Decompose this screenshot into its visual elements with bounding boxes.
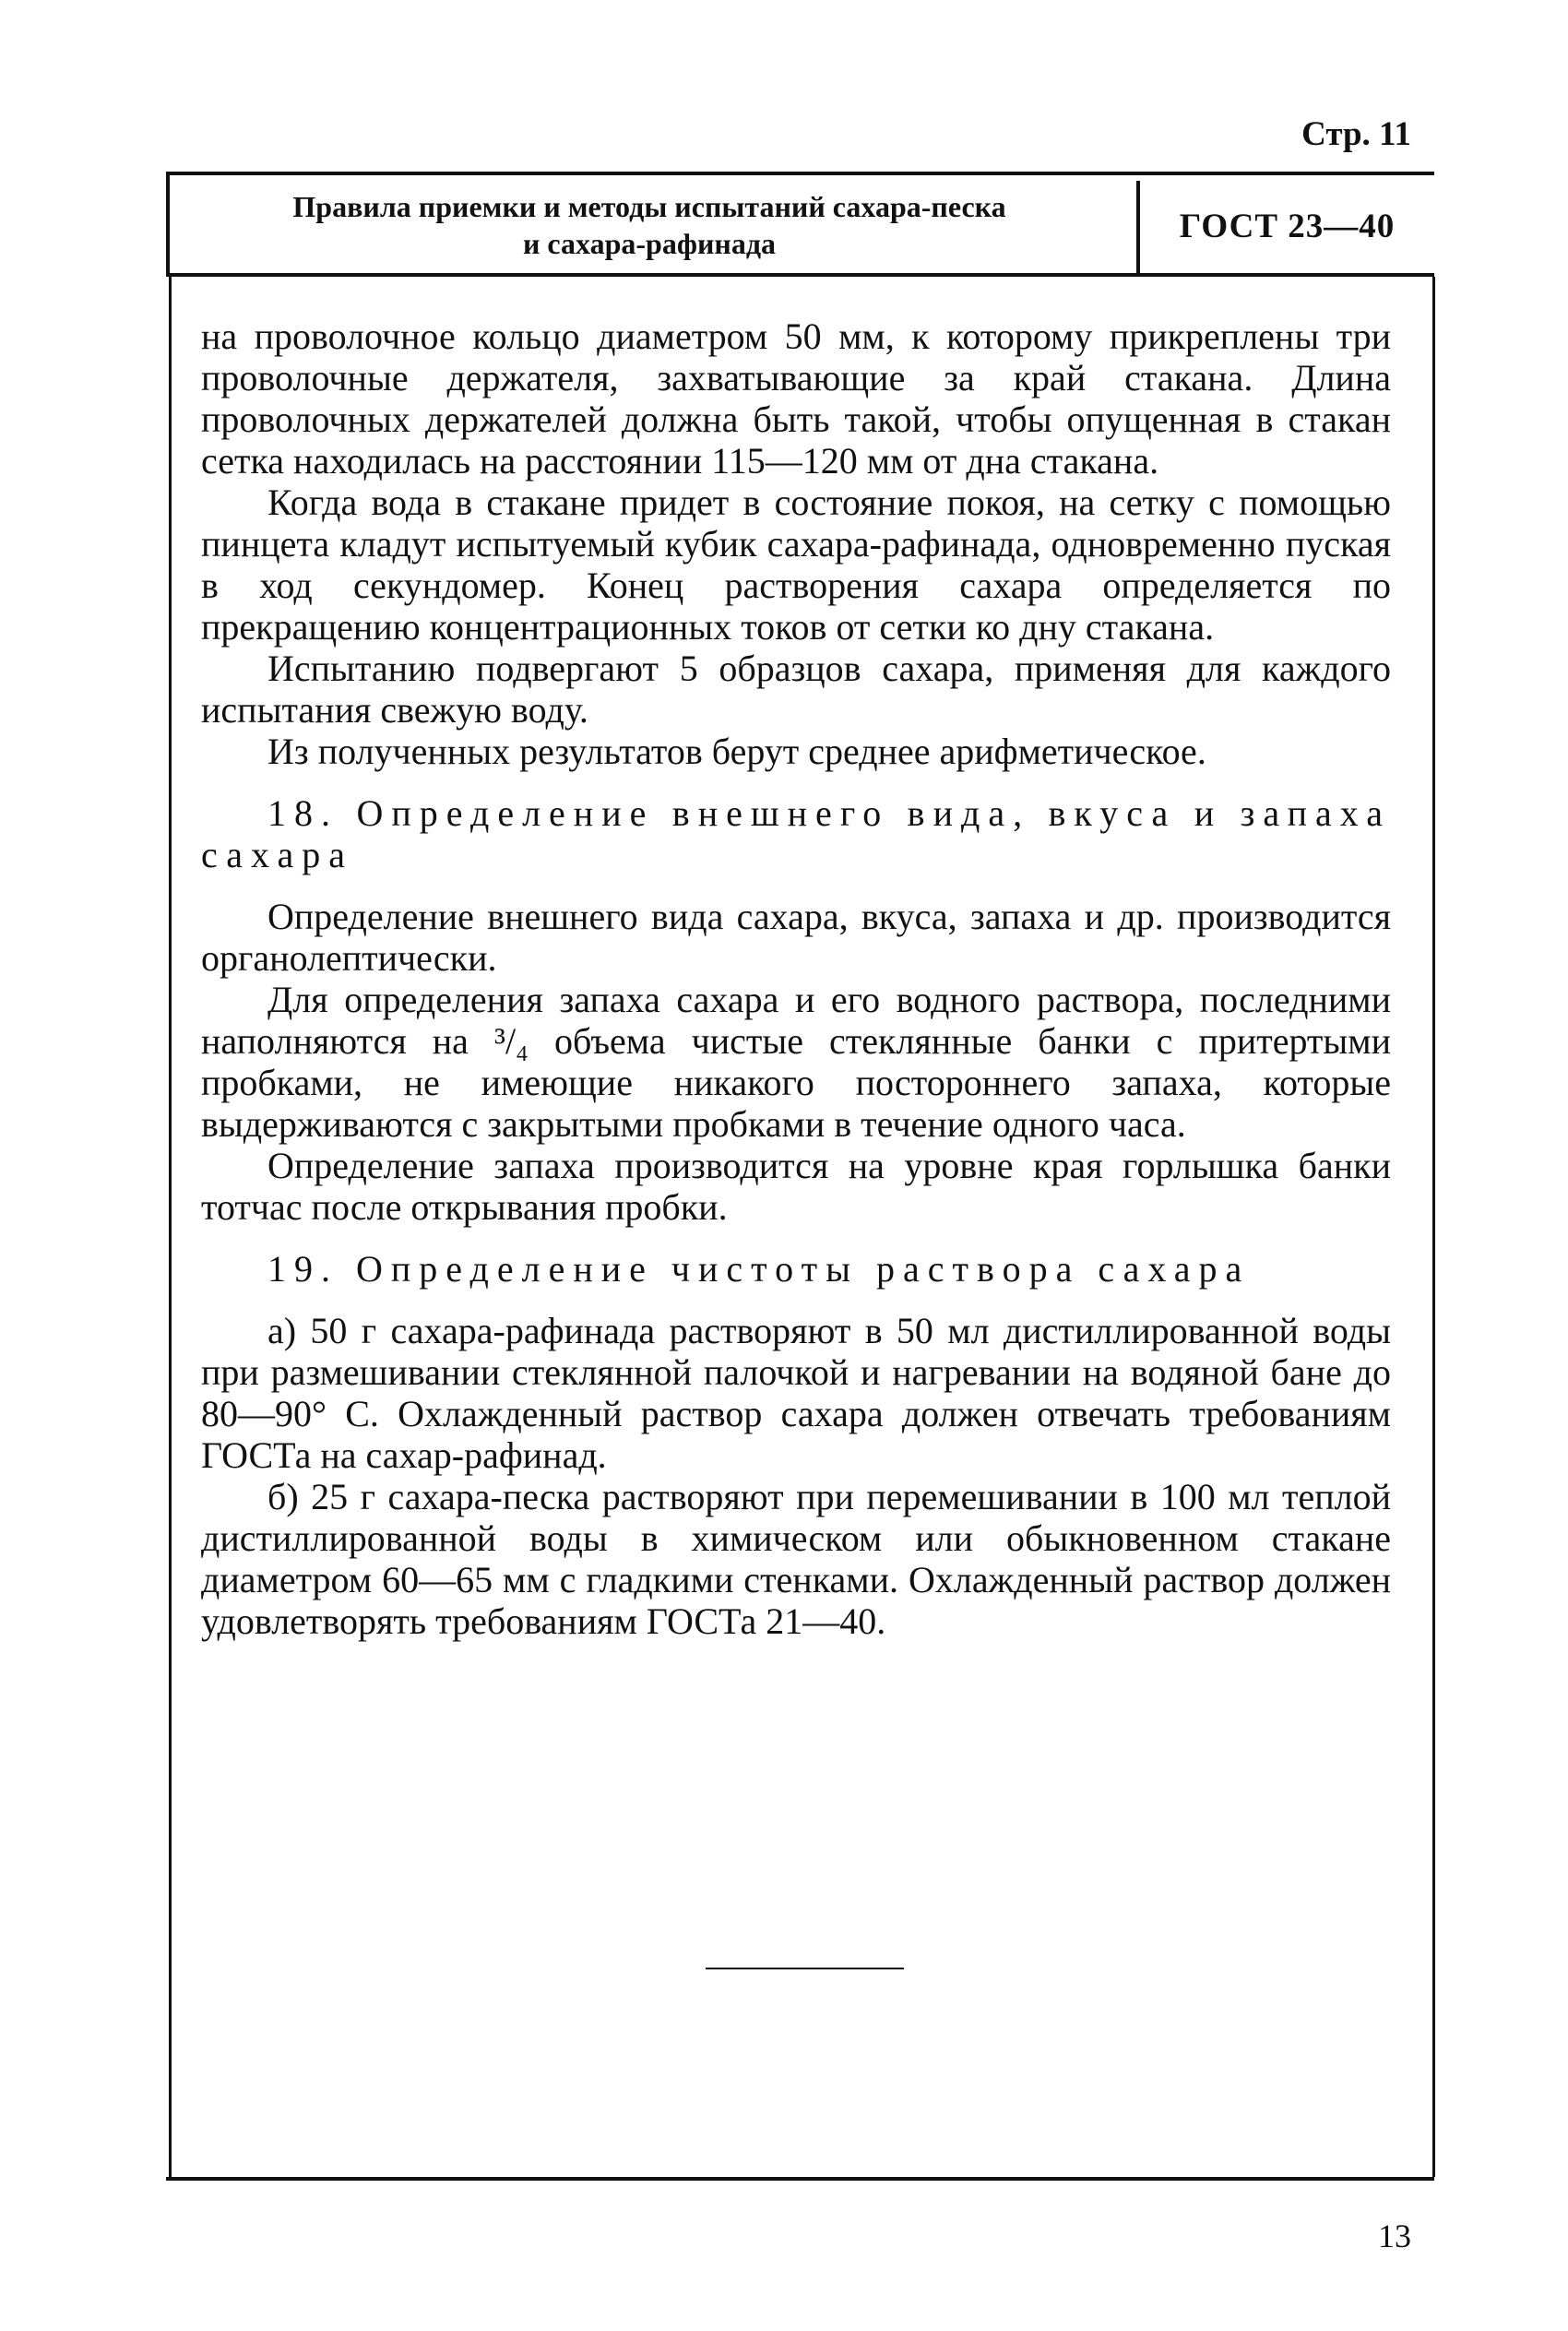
frame-left-rule xyxy=(169,277,172,2177)
paragraph: б) 25 г сахара-песка растворяют при перемешивании в 100 мл теплой дистиллированной воды в химическом или обыкновенном стакане диаметром 60—65 мм с гладкими стенками. Охлажденный раствор должен удовлетворять требованиям ГОСТа 21—40. xyxy=(201,1476,1391,1642)
header-box xyxy=(170,181,1434,273)
page-body xyxy=(201,315,1391,1642)
section-18-heading: 18. Определение внешнего вида, вкуса и запаха сахара xyxy=(201,792,1391,875)
footer-rule xyxy=(166,2177,1434,2181)
page-label: Стр. 11 xyxy=(1301,115,1411,153)
paragraph: на проволочное кольцо диаметром 50 мм, к которому прикреплены три проволочные держателя, захватывающие за край стакана. Длина проволочных держателей должна быть такой, чтобы опущенная в стакан сетка находилась на расстоянии 115—120 мм от дна стакана. xyxy=(201,315,1391,482)
paragraph: Когда вода в стакане придет в состояние покоя, на сетку с помощью пинцета кладут испытуемый кубик сахара-рафинада, одновременно пуская в ход секундомер. Конец растворения сахара определяется по прекращению концентрационных токов от сетки ко дну стакана. xyxy=(201,482,1391,648)
paragraph: Определение внешнего вида сахара, вкуса, запаха и др. производится органолептически. xyxy=(201,896,1391,979)
frame-right-rule xyxy=(1432,277,1435,2177)
header-title-line2: и сахара-рафинада xyxy=(522,227,777,260)
header-title xyxy=(170,188,1129,262)
paragraph: а) 50 г сахара-рафинада растворяют в 50 мл дистиллированной воды при размешивании стеклянной палочкой и нагревании на водяной бане до 80—90° С. Охлажденный раствор сахара должен отвечать требованиям ГОСТа на сахар-рафинад. xyxy=(201,1310,1391,1476)
paragraph: Определение запаха производится на уровне края горлышка банки тотчас после открывания пробки. xyxy=(201,1145,1391,1228)
paragraph: Испытанию подвергают 5 образцов сахара, применяя для каждого испытания свежую воду. xyxy=(201,648,1391,731)
page-number: 13 xyxy=(1378,2218,1411,2254)
paragraph: Из полученных результатов берут среднее арифметическое. xyxy=(267,731,1206,772)
paragraph: Для определения запаха сахара и его водного раствора, последними наполняются на ³/₄ объема чистые стеклянные банки с притертыми пробками, не имеющие никакого постороннего запаха, которые выдерживаются с закрытыми пробками в течение одного часа. xyxy=(201,979,1391,1145)
header-title-line1: Правила приемки и методы испытаний сахара-песка xyxy=(292,190,1006,223)
header-bottom-rule xyxy=(166,273,1434,277)
end-of-text-rule xyxy=(706,1968,904,1969)
standard-number: ГОСТ 23—40 xyxy=(1179,208,1396,245)
header-top-rule xyxy=(166,172,1434,175)
section-19-heading: 19. Определение чистоты раствора сахара xyxy=(267,1248,1251,1290)
